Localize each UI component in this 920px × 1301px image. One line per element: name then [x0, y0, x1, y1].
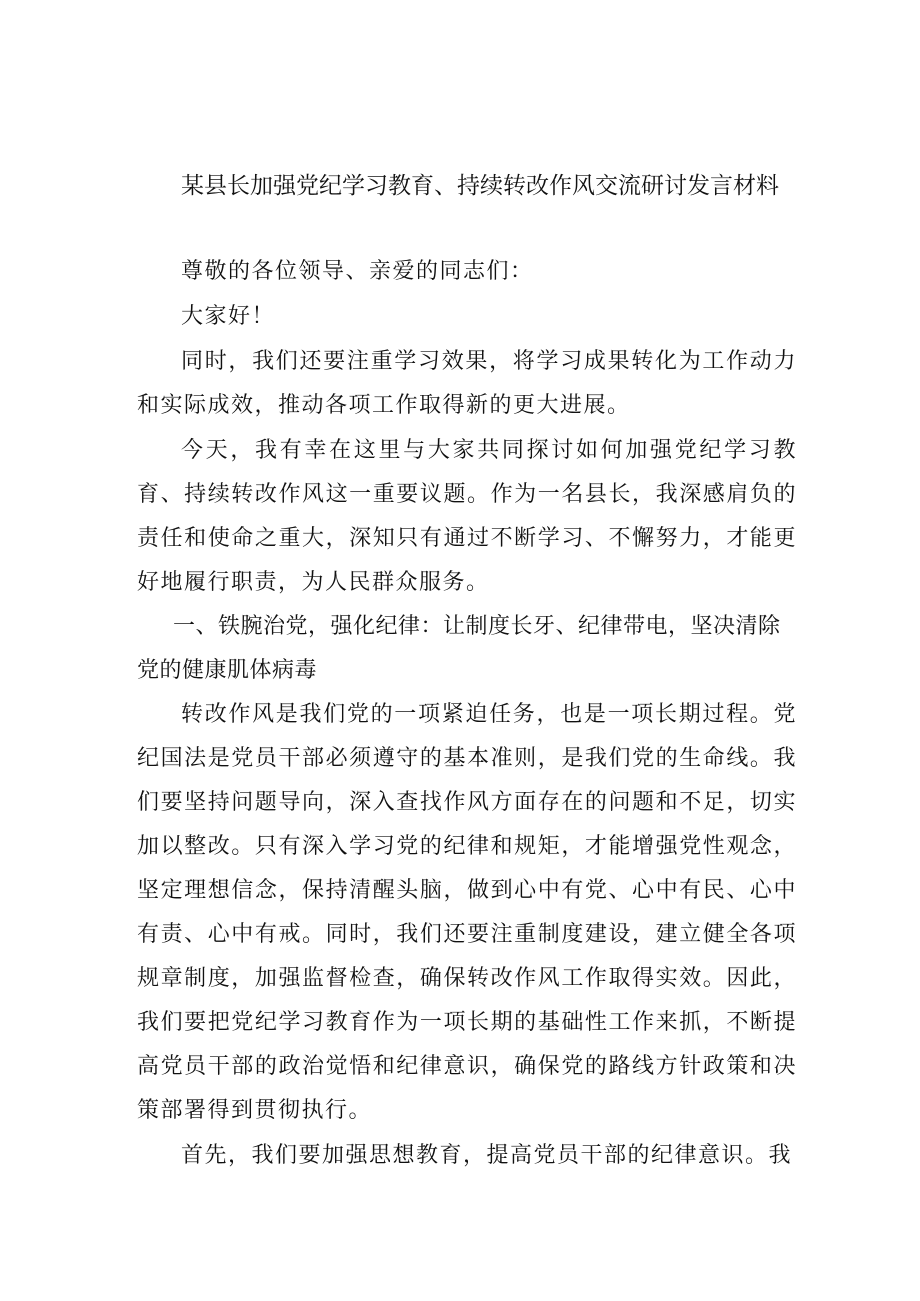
document-body: [137, 250, 797, 1178]
section-heading: 一、铁腕治党，强化纪律：让制度长牙、纪律带电，坚决清除党的健康肌体病毒: [137, 614, 781, 683]
greeting: 大家好！: [181, 304, 276, 329]
paragraph: 今天，我有幸在这里与大家共同探讨如何加强党纪学习教育、持续转改作风这一重要议题。作为一名县长，我深感肩负的责任和使命之重大，深知只有通过不断学习、不懈努力，才能更好地履行职责，为人民群众服务。: [137, 438, 797, 595]
document-title: 某县长加强党纪学习教育、持续转改作风交流研讨发言材料: [181, 173, 779, 199]
paragraph: 同时，我们还要注重学习效果，将学习成果转化为工作动力和实际成效，推动各项工作取得新的更大进展。: [137, 349, 797, 418]
paragraph: 转改作风是我们党的一项紧迫任务，也是一项长期过程。党纪国法是党员干部必须遵守的基本准则，是我们党的生命线。我们要坚持问题导向，深入查找作风方面存在的问题和不足，切实加以整改。只有深入学习党的纪律和规矩，才能增强党性观念，坚定理想信念，保持清醒头脑，做到心中有党、心中有民、心中有责、心中有戒。同时，我们还要注重制度建设，建立健全各项规章制度，加强监督检查，确保转改作风工作取得实效。因此，我们要把党纪学习教育作为一项长期的基础性工作来抓，不断提高党员干部的政治觉悟和纪律意识，确保党的路线方针政策和决策部署得到贯彻执行。: [137, 702, 797, 1123]
paragraph: 首先，我们要加强思想教育，提高党员干部的纪律意识。我: [181, 1143, 793, 1168]
salutation: 尊敬的各位领导、亲爱的同志们：: [181, 259, 534, 284]
